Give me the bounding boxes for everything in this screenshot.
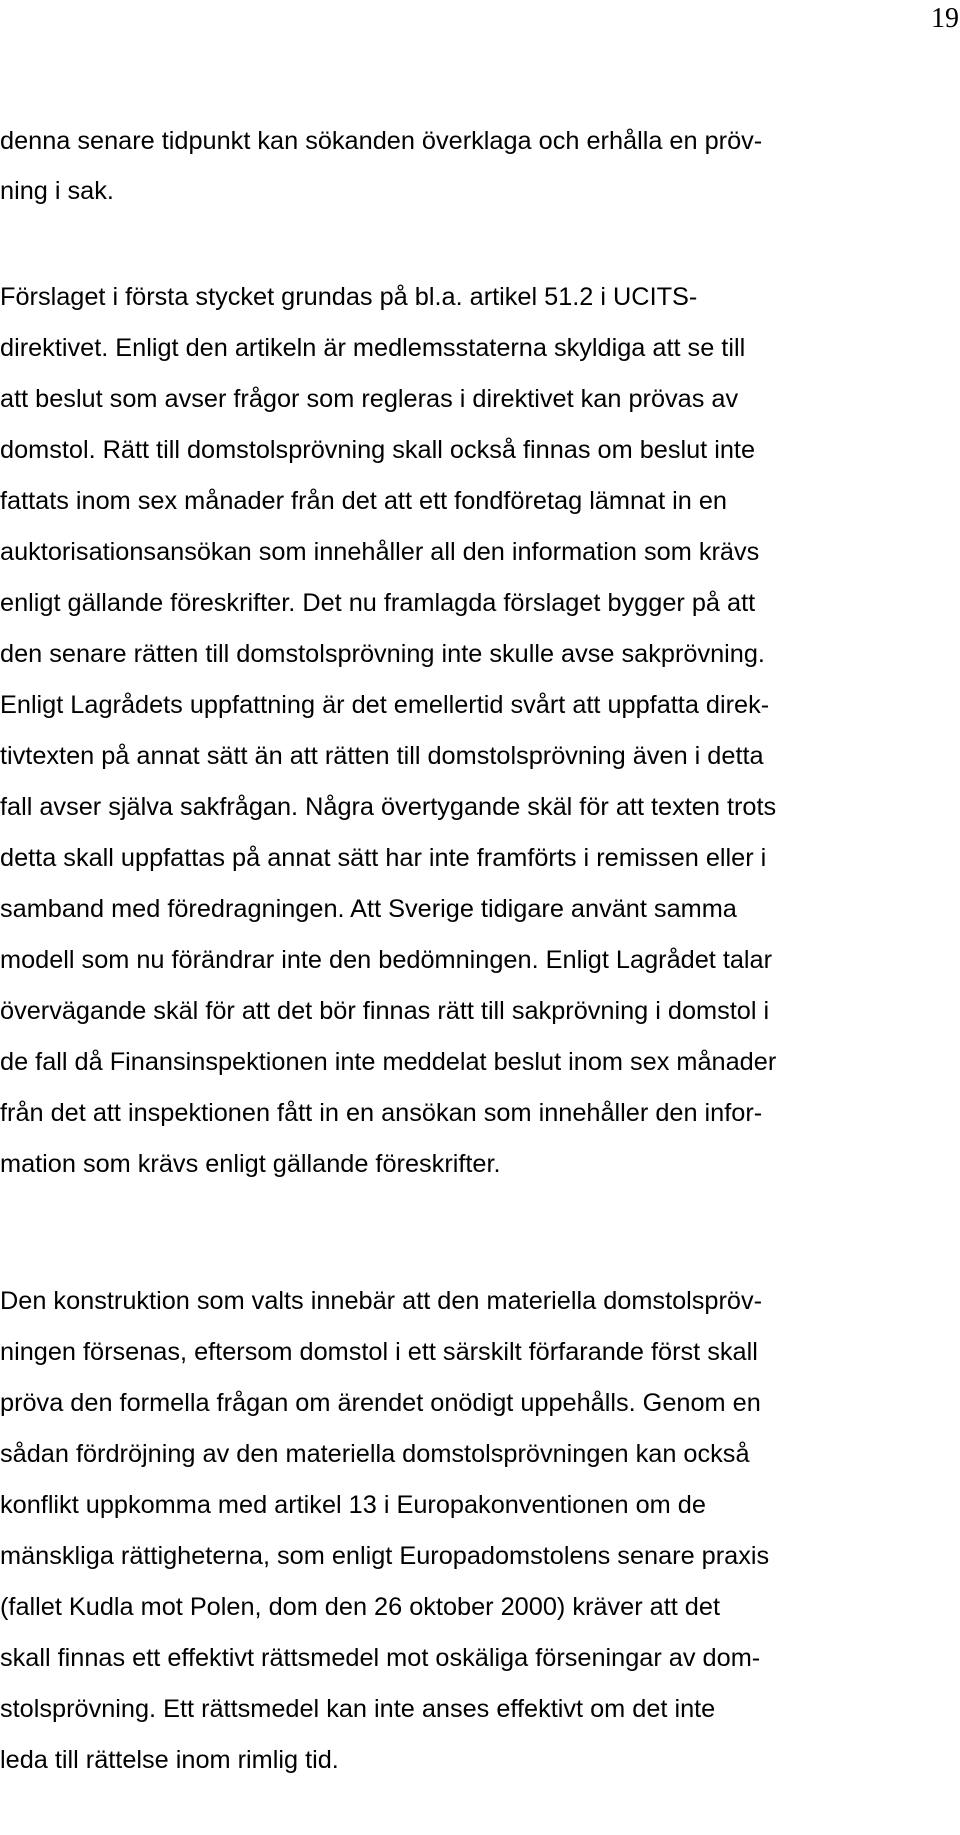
paragraph-2-line-16: de fall då Finansinspektionen inte meddelat beslut inom sex månader xyxy=(0,1048,777,1076)
paragraph-3-line-9: stolsprövning. Ett rättsmedel kan inte anses effektivt om det inte xyxy=(0,1695,716,1723)
paragraph-3-line-4: sådan fördröjning av den materiella domstolsprövningen kan också xyxy=(0,1440,750,1468)
paragraph-1-line-2: ning i sak. xyxy=(0,177,114,205)
paragraph-3-line-6: mänskliga rättigheterna, som enligt Europadomstolens senare praxis xyxy=(0,1542,770,1570)
paragraph-3-line-7: (fallet Kudla mot Polen, dom den 26 oktober 2000) kräver att det xyxy=(0,1593,720,1621)
paragraph-2-line-5: fattats inom sex månader från det att ett fondföretag lämnat in en xyxy=(0,487,728,515)
paragraph-2-line-18: mation som krävs enligt gällande föreskrifter. xyxy=(0,1150,501,1178)
paragraph-2-line-14: modell som nu förändrar inte den bedömningen. Enligt Lagrådet talar xyxy=(0,946,773,974)
paragraph-2-line-1: Förslaget i första stycket grundas på bl.a. artikel 51.2 i UCITS- xyxy=(0,283,698,311)
paragraph-2-line-2: direktivet. Enligt den artikeln är medlemsstaterna skyldiga att se till xyxy=(0,334,746,362)
paragraph-2-line-15: övervägande skäl för att det bör finnas rätt till sakprövning i domstol i xyxy=(0,997,770,1025)
paragraph-3-line-2: ningen försenas, eftersom domstol i ett särskilt förfarande först skall xyxy=(0,1338,758,1366)
paragraph-2-line-8: den senare rätten till domstolsprövning inte skulle avse sakprövning. xyxy=(0,640,765,668)
paragraph-3-line-10: leda till rättelse inom rimlig tid. xyxy=(0,1746,339,1774)
paragraph-3-line-8: skall finnas ett effektivt rättsmedel mot oskäliga förseningar av dom- xyxy=(0,1644,761,1672)
paragraph-2-line-11: fall avser själva sakfrågan. Några övertygande skäl för att texten trots xyxy=(0,793,777,821)
paragraph-2-line-12: detta skall uppfattas på annat sätt har inte framförts i remissen eller i xyxy=(0,844,767,872)
paragraph-2-line-7: enligt gällande föreskrifter. Det nu framlagda förslaget bygger på att xyxy=(0,589,756,617)
paragraph-3-line-3: pröva den formella frågan om ärendet onödigt uppehålls. Genom en xyxy=(0,1389,761,1417)
paragraph-1-line-1: denna senare tidpunkt kan sökanden överklaga och erhålla en pröv- xyxy=(0,127,763,155)
paragraph-2-line-13: samband med föredragningen. Att Sverige tidigare använt samma xyxy=(0,895,737,923)
paragraph-2-line-9: Enligt Lagrådets uppfattning är det emellertid svårt att uppfatta direk- xyxy=(0,691,770,719)
paragraph-3-line-1: Den konstruktion som valts innebär att den materiella domstolspröv- xyxy=(0,1287,763,1315)
paragraph-2-line-6: auktorisationsansökan som innehåller all den information som krävs xyxy=(0,538,760,566)
paragraph-2-line-4: domstol. Rätt till domstolsprövning skall också finnas om beslut inte xyxy=(0,436,756,464)
page-number: 19 xyxy=(931,3,959,34)
paragraph-2-line-10: tivtexten på annat sätt än att rätten till domstolsprövning även i detta xyxy=(0,742,764,770)
paragraph-2-line-3: att beslut som avser frågor som regleras i direktivet kan prövas av xyxy=(0,385,739,413)
paragraph-3-line-5: konflikt uppkomma med artikel 13 i Europakonventionen om de xyxy=(0,1491,706,1519)
paragraph-2-line-17: från det att inspektionen fått in en ansökan som innehåller den infor- xyxy=(0,1099,763,1127)
